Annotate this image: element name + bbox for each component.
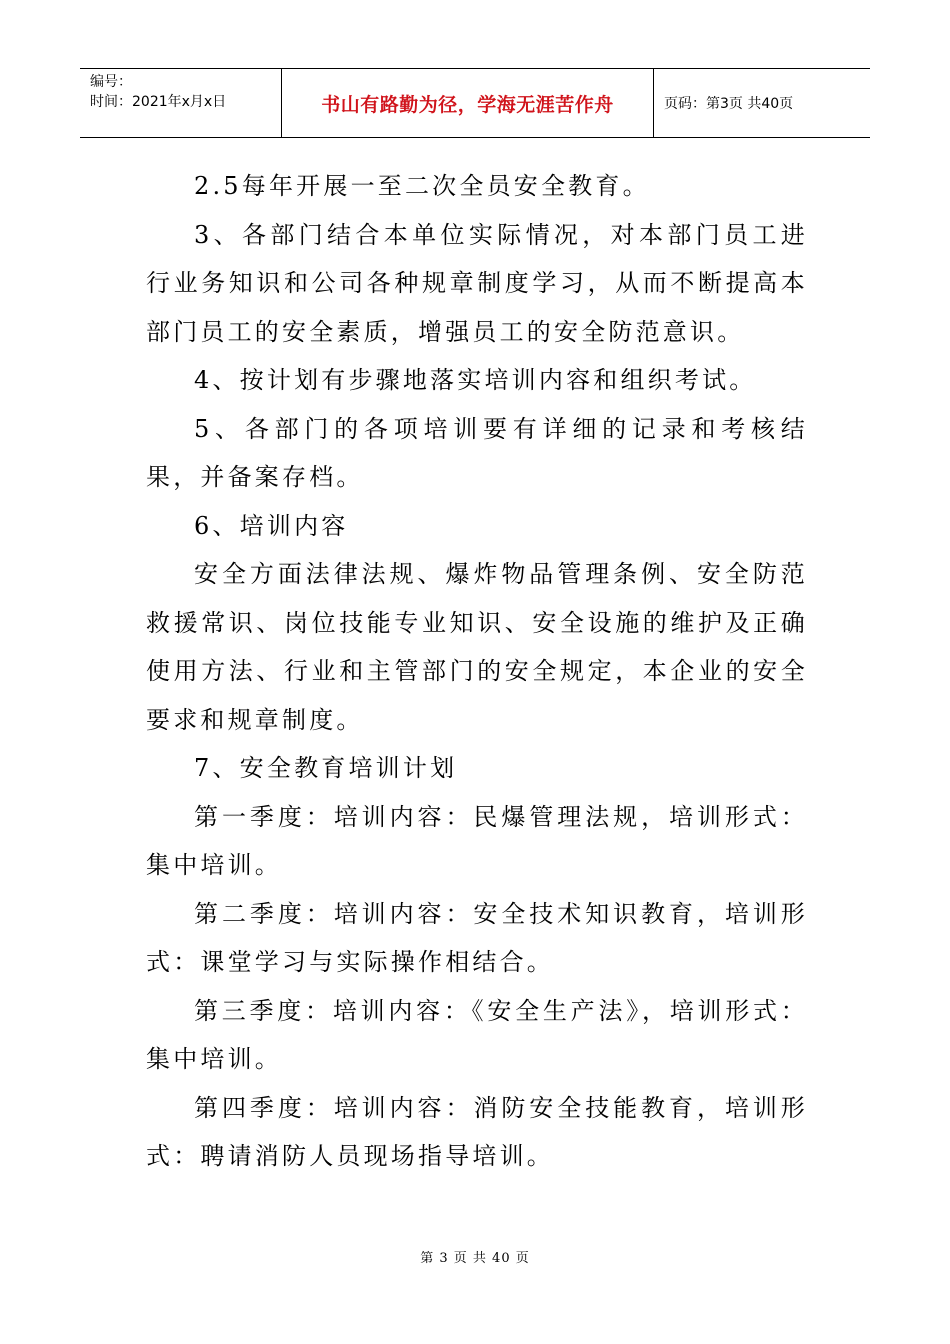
paragraph: 3、各部门结合本单位实际情况，对本部门员工进行业务知识和公司各种规章制度学习，从而不断提高本部门员工的安全素质，增强员工的安全防范意识。 bbox=[146, 220, 808, 346]
header-motto: 书山有路勤为径，学海无涯苦作舟 bbox=[282, 69, 654, 137]
page-header bbox=[80, 68, 870, 138]
plan-item-q1: 第一季度：培训内容：民爆管理法规，培训形式：集中培训。 bbox=[146, 802, 808, 879]
section-heading: 6、培训内容 bbox=[194, 511, 349, 540]
header-meta bbox=[80, 69, 282, 137]
section-heading: 7、安全教育培训计划 bbox=[194, 754, 458, 782]
page-footer: 第 3 页 共 40 页 bbox=[420, 1251, 530, 1266]
header-page-label: 页码：第3页 共40页 bbox=[664, 96, 794, 112]
paragraph: 4、按计划有步骤地落实培训内容和组织考试。 bbox=[194, 366, 757, 394]
paragraph: 安全方面法律法规、爆炸物品管理条例、安全防范救援常识、岗位技能专业知识、安全设施的维护及正确使用方法、行业和主管部门的安全规定，本企业的安全要求和规章制度。 bbox=[146, 560, 808, 734]
header-code-label: 编号： bbox=[90, 74, 132, 90]
header-date-label: 时间：2021年x月x日 bbox=[90, 94, 227, 110]
plan-item-q3: 第三季度：培训内容：《安全生产法》，培训形式：集中培训。 bbox=[146, 996, 808, 1073]
document-body bbox=[146, 162, 808, 1181]
plan-item-q4: 第四季度：培训内容：消防安全技能教育，培训形式：聘请消防人员现场指导培训。 bbox=[146, 1093, 808, 1170]
paragraph: 2.5每年开展一至二次全员安全教育。 bbox=[194, 172, 650, 200]
plan-item-q2: 第二季度：培训内容：安全技术知识教育，培训形式：课堂学习与实际操作相结合。 bbox=[146, 899, 808, 976]
paragraph: 5、各部门的各项培训要有详细的记录和考核结果，并备案存档。 bbox=[146, 414, 808, 491]
